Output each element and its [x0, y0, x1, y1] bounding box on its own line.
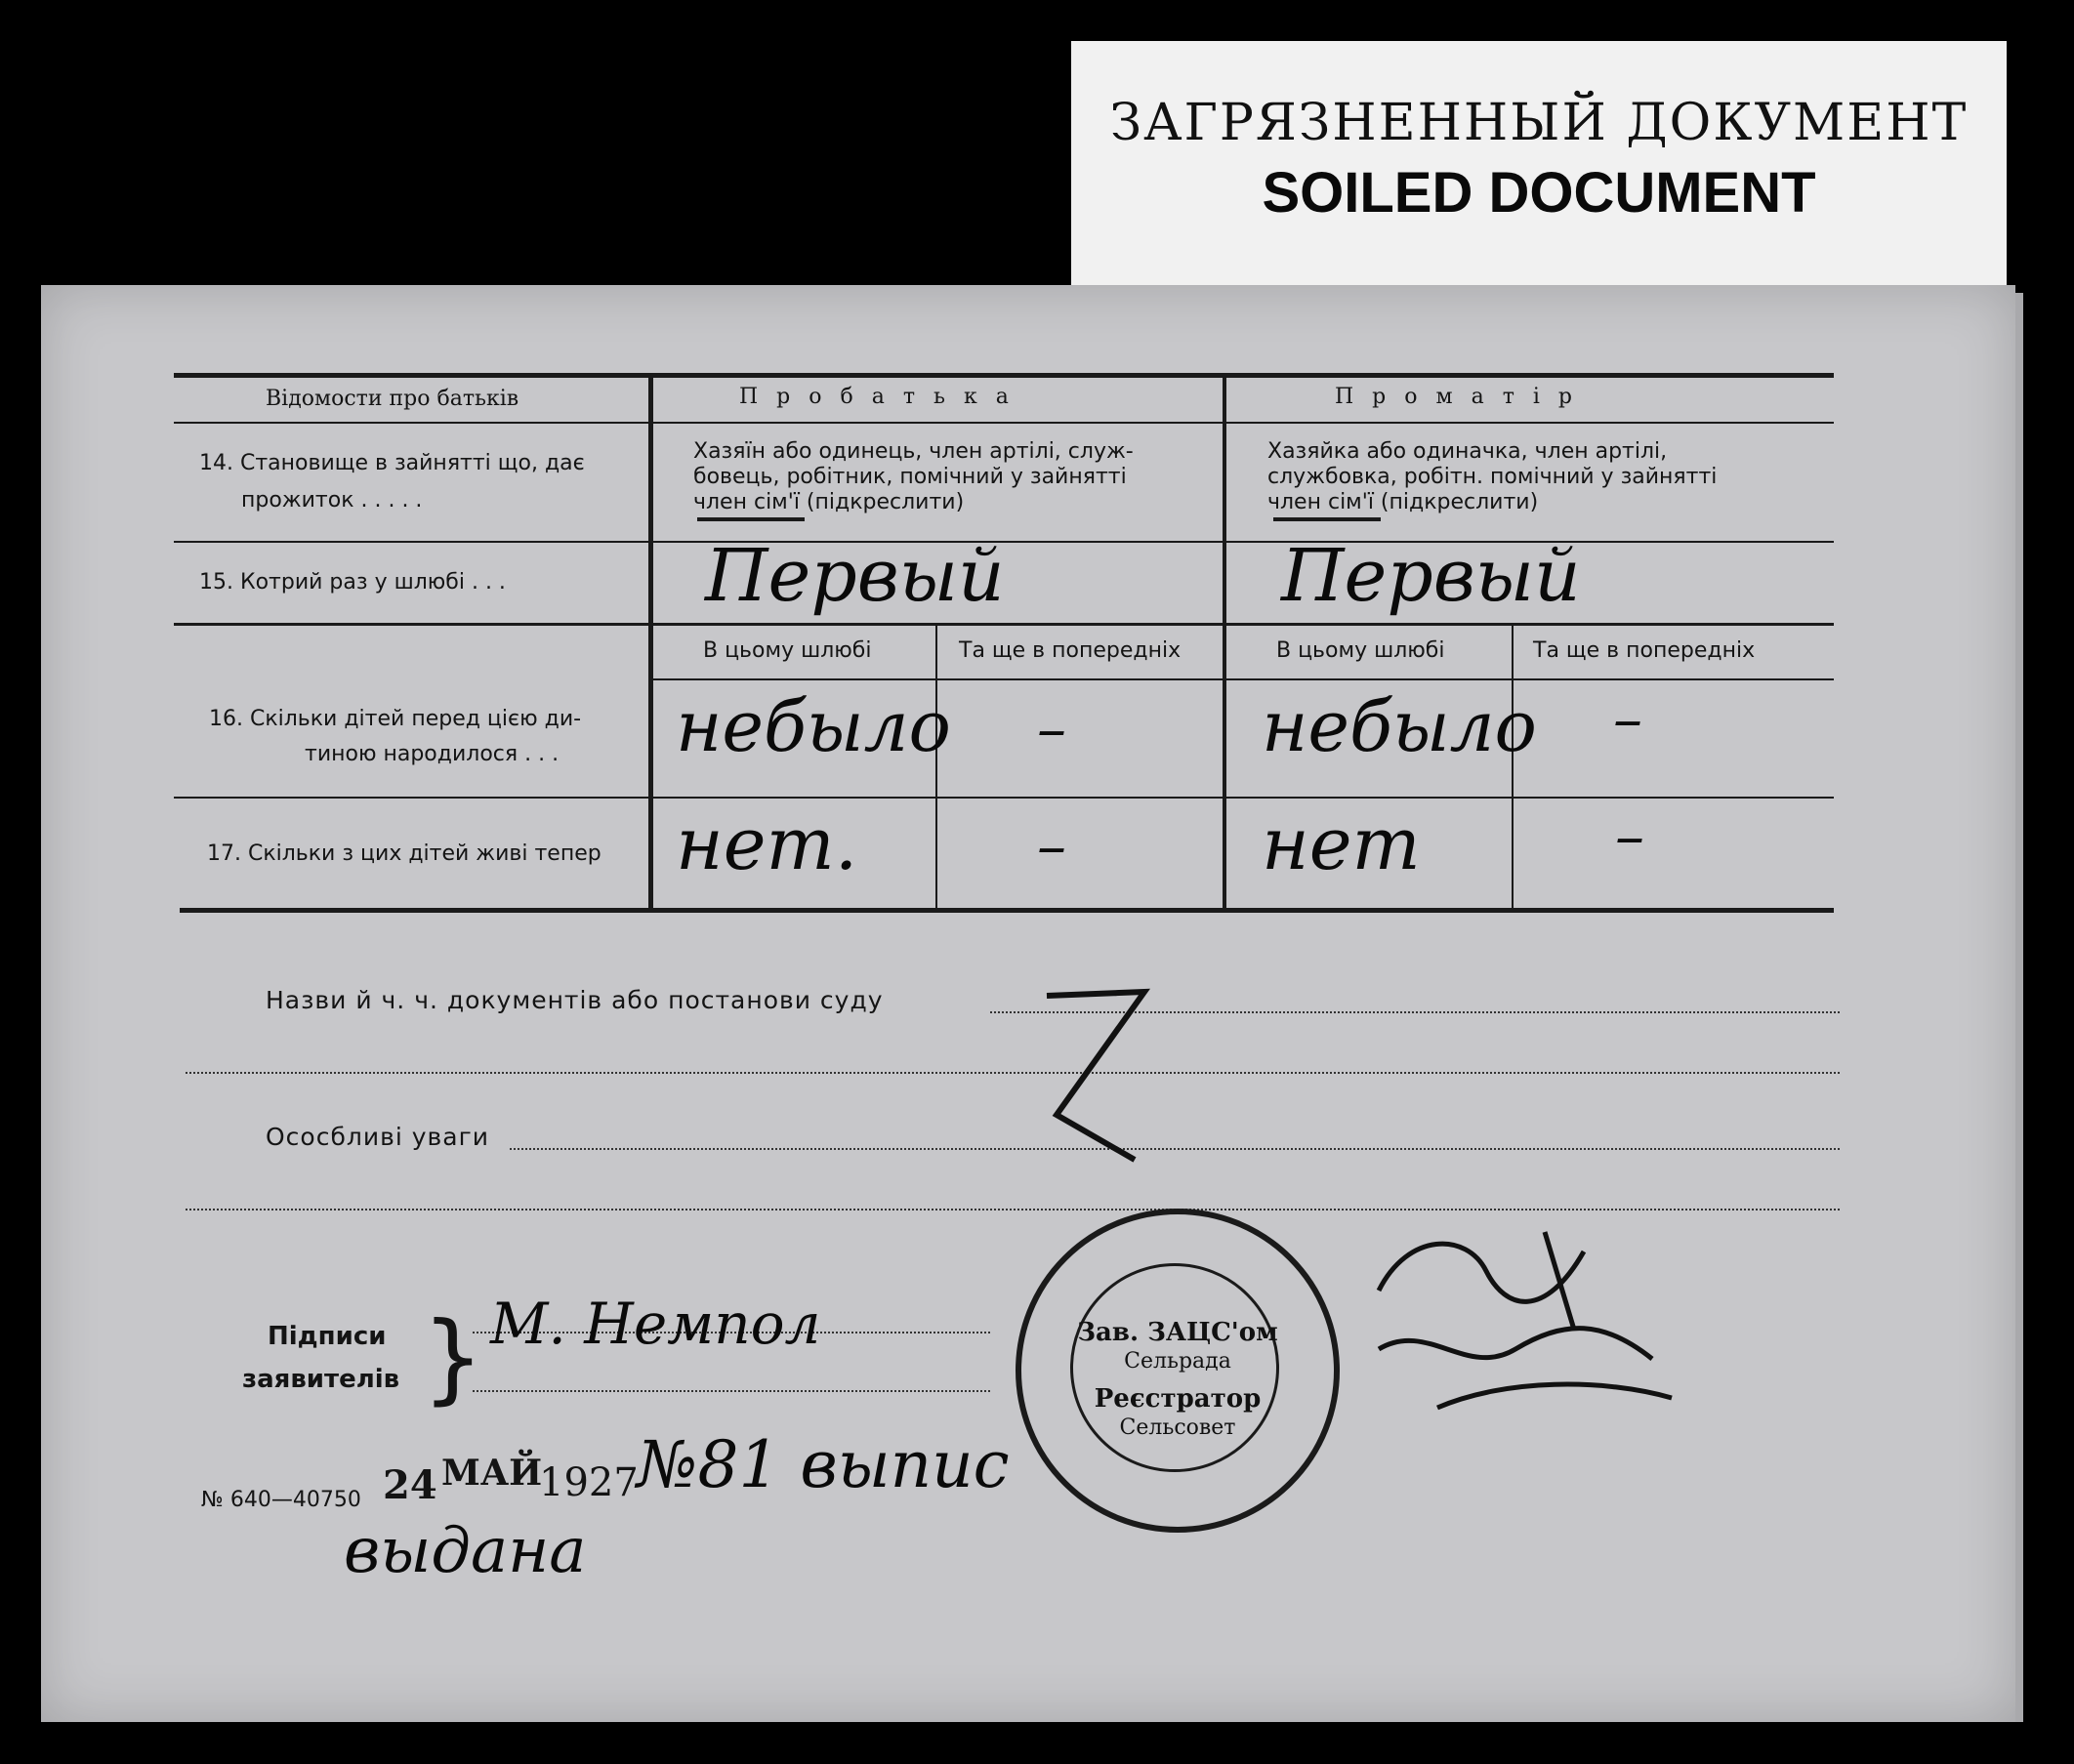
row16-father-prev: – [1037, 695, 1066, 763]
signatures-brace: } [422, 1300, 484, 1415]
row15-father-handwritten: Первый [705, 534, 1005, 618]
registrar-signature [1349, 1212, 1721, 1427]
row16-mother-this: небыло [1262, 685, 1537, 767]
official-round-stamp [1016, 1209, 1340, 1533]
row14-mother-text: Хазяйка або одиначка, член артілі, [1267, 439, 1668, 464]
subheader-this-marriage: В цьому шлюбі [1276, 638, 1445, 663]
row15-label: 15. Котрий раз у шлюбі . . . [199, 570, 506, 595]
row16-mother-prev: – [1613, 685, 1642, 754]
form-number: № 640—40750 [201, 1488, 361, 1512]
row14-mother-text: член сім'ї (підкреслити) [1267, 490, 1539, 514]
row17-father-prev: – [1037, 812, 1066, 881]
remarks-label: Ососбливі уваги [266, 1123, 489, 1151]
row14-mother-text: службовка, робітн. помічний у зайнятті [1267, 465, 1718, 489]
row17-mother-this: нет [1262, 802, 1421, 886]
row14-father-text: Хазяїн або одинець, член артілі, служ- [693, 439, 1134, 464]
soiled-document-label [1071, 41, 2007, 287]
z-strike-mark [1037, 988, 1154, 1183]
table-rule [174, 797, 1834, 799]
row16-label-cont: тиною народилося . . . [305, 742, 560, 766]
handwritten-note-cont: выдана [344, 1515, 587, 1587]
table-col-rule [1512, 625, 1514, 910]
subheader-this-marriage: В цьому шлюбі [703, 638, 872, 663]
table-col-rule [1223, 378, 1226, 910]
row17-label: 17. Скільки з цих дітей живі тепер [207, 841, 601, 866]
row14-label-cont: прожиток . . . . . [241, 488, 423, 513]
row15-mother-handwritten: Первый [1281, 534, 1581, 618]
remarks-line [510, 1148, 1840, 1150]
documents-label: Назви й ч. ч. документів або постанови суду [266, 986, 884, 1014]
signatures-label: Підписи [268, 1322, 387, 1351]
row16-label: 16. Скільки дітей перед цією ди- [209, 707, 582, 731]
applicant-signature: М. Немпол [490, 1291, 821, 1357]
row17-father-this: нет. [676, 802, 858, 886]
row16-father-this: небыло [676, 685, 951, 767]
signatures-label-cont: заявителів [242, 1365, 400, 1394]
header-mother: П р о м а т і р [1335, 385, 1578, 409]
stamp-text: Реєстратор [1094, 1384, 1262, 1414]
table-col-rule [648, 378, 653, 910]
row17-mother-prev: – [1615, 802, 1644, 871]
date-day: 24 [383, 1462, 437, 1508]
table-col-rule [935, 625, 937, 910]
header-parents-info: Відомости про батьків [266, 387, 519, 411]
header-father: П р о б а т ь к а [739, 385, 1015, 409]
date-year: 1927 [539, 1460, 639, 1505]
label-russian: ЗАГРЯЗНЕННЫЙ ДОКУМЕНТ [1109, 94, 1969, 152]
documents-line-2 [186, 1072, 1840, 1074]
stamp-text: Сельрада [1124, 1349, 1231, 1374]
subheader-previous: Та ще в попередніх [959, 638, 1182, 663]
table-bottom-rule [180, 908, 1834, 913]
signature-line-2 [473, 1390, 990, 1392]
table-rule [651, 678, 1834, 680]
subheader-previous: Та ще в попередніх [1533, 638, 1756, 663]
table-rule [174, 422, 1834, 424]
handwritten-underline [1273, 517, 1381, 521]
table-top-rule [174, 373, 1834, 378]
handwritten-note: №81 выпис [637, 1427, 1010, 1502]
row14-label: 14. Становище в зайнятті що, дає [199, 451, 585, 475]
document-page [41, 285, 2015, 1722]
stamp-text: Сельсовет [1119, 1415, 1236, 1440]
table-rule [174, 623, 1834, 626]
row14-father-text: бовець, робітник, помічний у зайнятті [693, 465, 1127, 489]
row14-father-text: член сім'ї (підкреслити) [693, 490, 965, 514]
remarks-line-2 [186, 1209, 1840, 1210]
handwritten-underline [697, 517, 805, 521]
label-english: SOILED DOCUMENT [1262, 161, 1816, 225]
date-month: МАЙ [441, 1453, 543, 1494]
stamp-text: Зав. ЗАЦС'ом [1077, 1318, 1278, 1347]
